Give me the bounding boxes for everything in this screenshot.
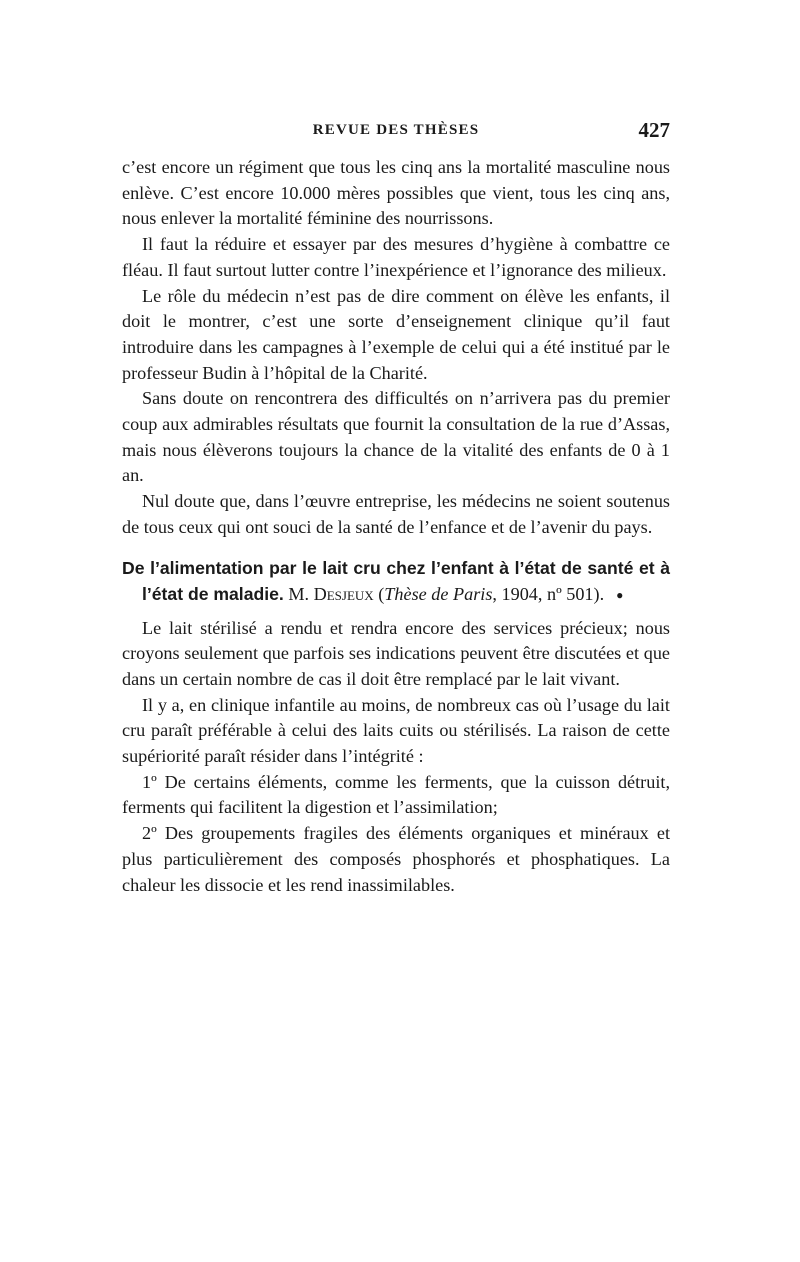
paragraph: Sans doute on rencontrera des difficultés on n’arrivera pas du premier coup aux admirables résultats que fournit la consultation de la rue d’Assas, mais nous élèverons toujours la chance de la vitalité des enfants de 0 à 1 an. (122, 388, 670, 486)
paragraph: Il faut la réduire et essayer par des mesures d’hygiène à combattre ce fléau. Il faut surtout lutter contre l’inexpérience et l’ignorance des milieux. (122, 234, 670, 280)
list-item: 1º De certains éléments, comme les ferments, que la cuisson détruit, ferments qui facilitent la digestion et l’assimilation; (122, 771, 670, 818)
bullet-mark-icon: ● (616, 587, 624, 602)
citation-source: Thèse de Paris (384, 583, 493, 604)
running-head: REVUE DES THÈSES (312, 122, 480, 138)
paragraph: Il y a, en clinique infantile au moins, de nombreux cas où l’usage du lait cru paraît préférable à celui des laits cuits ou stérilisés. La raison de cette supériorité paraît résider dans l’intégrité : (122, 694, 670, 767)
citation-open: ( (378, 583, 385, 604)
author-name: Desjeux (313, 583, 374, 604)
paragraph: Nul doute que, dans l’œuvre entreprise, les médecins ne soient soutenus de tous ceux qui ont souci de la santé de l’enfance et de l’avenir du pays. (122, 491, 670, 537)
paragraph: c’est encore un régiment que tous les cinq ans la mortalité masculine nous enlève. C’est encore 10.000 mères possibles que vient, tous les cinq ans, nous enlever la mortalité féminine des nourrissons. (122, 157, 670, 229)
author-prefix: M. (288, 583, 310, 604)
page-header (122, 120, 670, 144)
list-item: 2º Des groupements fragiles des éléments organiques et minéraux et plus particulièrement des composés phosphorés et phosphatiques. La chaleur les dissocie et les rend inassimilables. (122, 823, 670, 895)
section-heading (122, 555, 670, 608)
page-body (122, 155, 670, 898)
paragraph: Le rôle du médecin n’est pas de dire comment on élève les enfants, il doit le montrer, c’est une sorte d’enseignement clinique qu’il faut introduire dans les campagnes à l’exemple de celui qui a été institué par le professeur Budin à l’hôpital de la Charité. (122, 285, 670, 383)
paragraph: Le lait stérilisé a rendu et rendra encore des services précieux; nous croyons seulement que parfois ses indications peuvent être discutées et que dans un certain nombre de cas il doit être remplacé par le lait vivant. (122, 617, 670, 689)
citation-details: , 1904, nº 501). (492, 583, 605, 604)
page-number: 427 (638, 118, 670, 142)
section-title: De l’alimentation par le lait cru chez l’enfant à l’état de santé et à l’état de maladie. (122, 557, 670, 604)
